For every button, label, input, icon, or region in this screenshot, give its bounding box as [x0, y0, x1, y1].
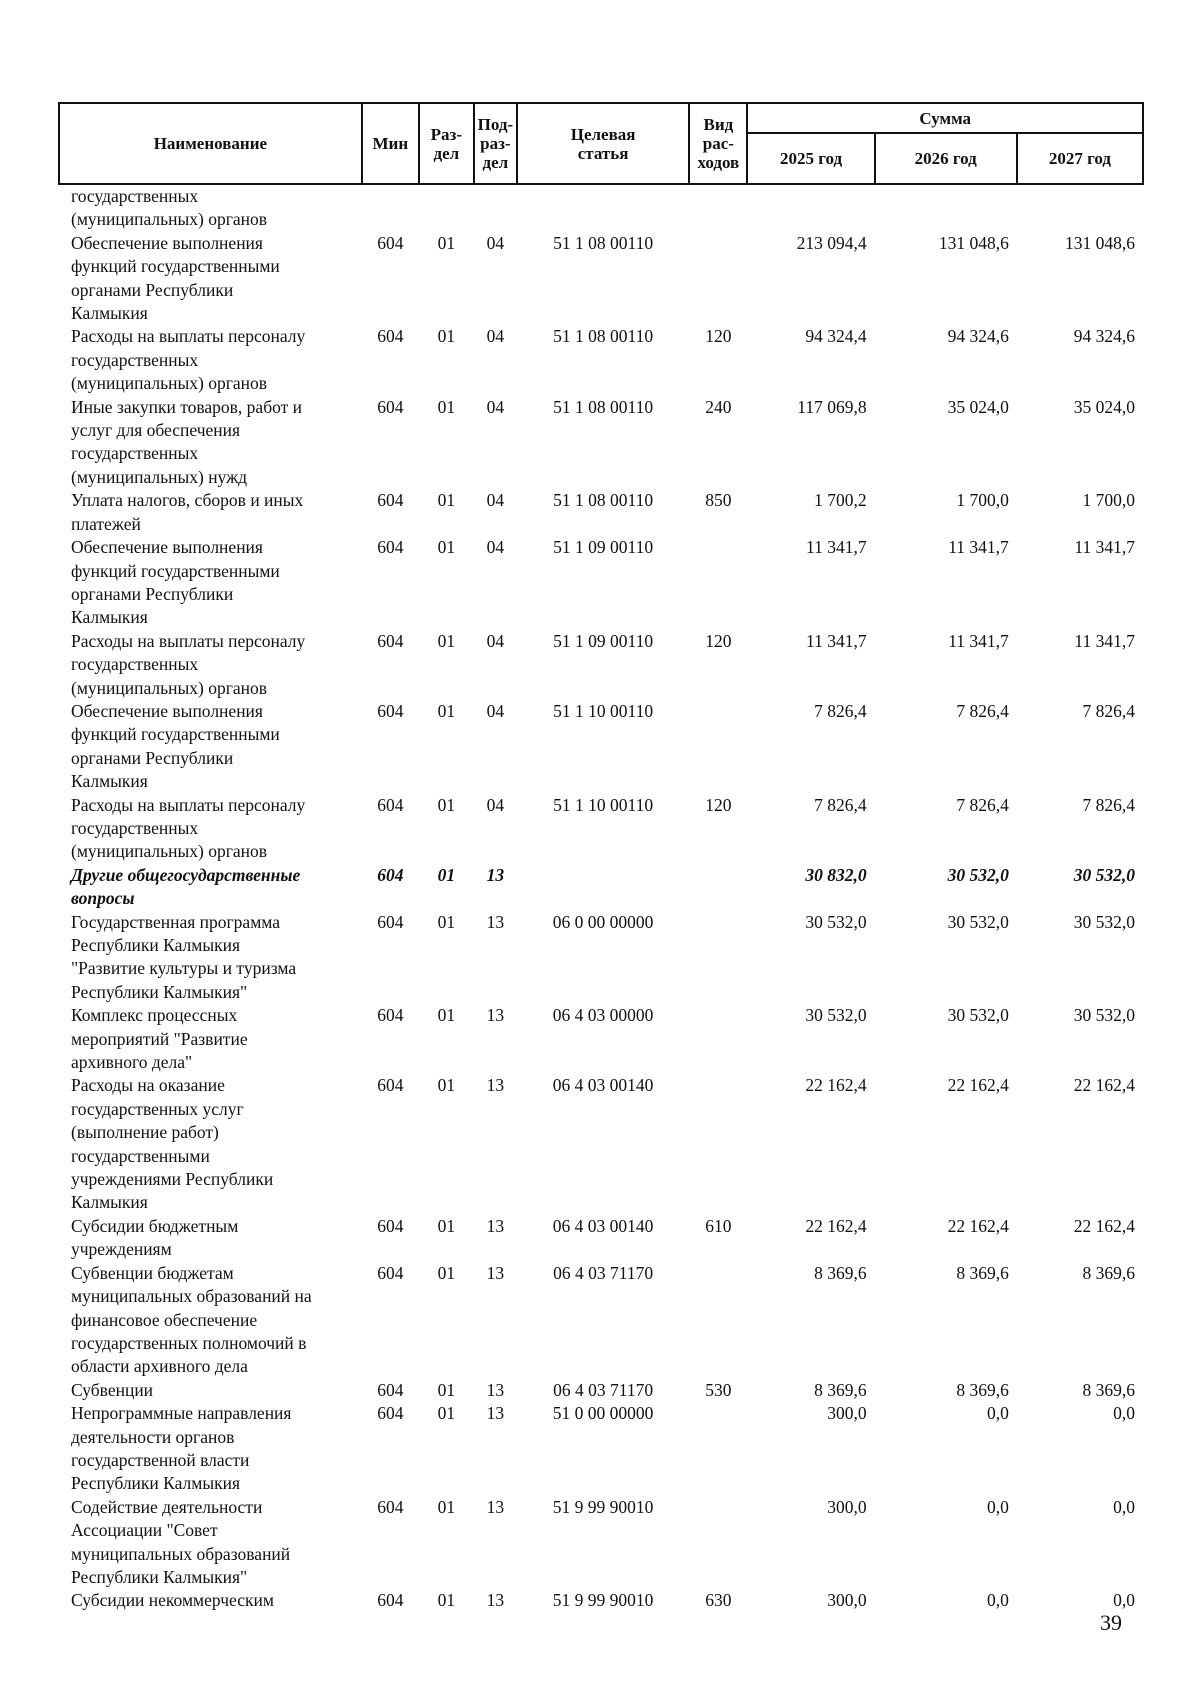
row-min: 604 [377, 1403, 404, 1424]
row-min: 604 [377, 630, 404, 651]
row-min: 604 [377, 326, 404, 347]
row-sum-2026: 8 369,6 [956, 1262, 1009, 1283]
row-target: 51 1 09 00110 [553, 537, 654, 558]
row-sum-2027 [1017, 184, 1143, 232]
row-sum-2025: 8 369,6 [814, 1262, 867, 1283]
row-min: 604 [377, 1075, 404, 1096]
header-name: Наименование [59, 103, 362, 184]
row-sum-2027: 131 048,6 [1065, 232, 1135, 253]
row-sum-2027: 7 826,4 [1082, 700, 1135, 721]
row-target: 06 4 03 00140 [552, 1075, 654, 1096]
row-podrazdel: 13 [486, 1262, 505, 1283]
table-row [59, 630, 1143, 700]
row-sum-2025: 300,0 [827, 1590, 867, 1611]
row-vid [689, 1262, 747, 1379]
row-sum-2027: 8 369,6 [1082, 1379, 1135, 1400]
row-sum-2027: 94 324,6 [1073, 326, 1135, 347]
row-min: 604 [377, 1262, 404, 1283]
row-sum-2026 [875, 184, 1017, 232]
row-sum-2026: 11 341,7 [948, 630, 1009, 651]
row-min: 604 [377, 794, 404, 815]
row-podrazdel: 04 [486, 232, 505, 253]
row-sum-2025: 117 069,8 [797, 396, 867, 417]
row-razdel: 01 [437, 1262, 456, 1283]
row-vid [689, 1402, 747, 1496]
row-sum-2025: 300,0 [827, 1403, 867, 1424]
row-sum-2025: 1 700,2 [814, 490, 867, 511]
row-sum-2025 [747, 184, 874, 232]
table-row [59, 700, 1143, 794]
row-min: 604 [377, 911, 404, 932]
row-target: 51 9 99 90010 [552, 1496, 654, 1517]
row-sum-2027: 0,0 [1113, 1590, 1135, 1611]
row-name: Уплата налогов, сборов и иных платежей [71, 490, 304, 534]
row-sum-2027: 30 532,0 [1073, 911, 1135, 932]
row-name: Расходы на оказание государственных услуг (выполнение работ) государственными учреждениями Республики Калмыкия [71, 1075, 274, 1213]
row-name: Иные закупки товаров, работ и услуг для обеспечения государственных (муниципальных) нужд [71, 396, 303, 487]
row-name: Субвенции бюджетам муниципальных образований на финансовое обеспечение государственных полномочий в области архивного дела [71, 1262, 312, 1377]
row-min [362, 184, 419, 232]
row-sum-2026: 35 024,0 [947, 396, 1009, 417]
table-row [59, 1074, 1143, 1214]
row-razdel: 01 [437, 1403, 456, 1424]
row-sum-2027: 11 341,7 [1074, 537, 1135, 558]
row-name: Непрограммные направления деятельности органов государственной власти Республики Калмыкия [71, 1403, 292, 1494]
table-row [59, 1589, 1143, 1612]
row-sum-2026: 8 369,6 [956, 1379, 1009, 1400]
row-vid [689, 864, 747, 911]
row-razdel: 01 [437, 1075, 456, 1096]
row-sum-2026: 94 324,6 [947, 326, 1009, 347]
row-name: Обеспечение выполнения функций государственными органами Республики Калмыкия [71, 537, 280, 628]
row-vid: 120 [705, 326, 732, 347]
row-name: Субсидии некоммерческим [71, 1590, 274, 1611]
header-2025: 2025 год [747, 133, 874, 184]
row-sum-2025: 7 826,4 [814, 794, 867, 815]
row-name: Расходы на выплаты персоналу государственных (муниципальных) органов [71, 326, 306, 394]
row-sum-2025: 30 532,0 [805, 1005, 867, 1026]
row-sum-2027: 22 162,4 [1073, 1215, 1135, 1236]
row-min: 604 [377, 537, 404, 558]
row-sum-2026: 0,0 [986, 1403, 1009, 1424]
row-podrazdel [474, 184, 517, 232]
header-target: Целевая статья [517, 103, 689, 184]
row-sum-2025: 11 341,7 [805, 630, 867, 651]
row-sum-2027: 35 024,0 [1073, 396, 1135, 417]
row-sum-2026: 22 162,4 [947, 1075, 1009, 1096]
table-row [59, 184, 1143, 232]
row-vid [689, 232, 747, 326]
row-min: 604 [377, 1590, 404, 1611]
row-min: 604 [377, 1379, 404, 1400]
row-sum-2026: 30 532,0 [947, 1005, 1009, 1026]
table-row [59, 1379, 1143, 1402]
row-sum-2025: 22 162,4 [805, 1075, 867, 1096]
row-sum-2026: 0,0 [986, 1590, 1009, 1611]
row-razdel: 01 [437, 794, 456, 815]
row-podrazdel: 13 [486, 911, 505, 932]
row-sum-2026: 30 532,0 [947, 864, 1009, 885]
table-row [59, 232, 1143, 326]
row-podrazdel: 04 [486, 326, 505, 347]
row-podrazdel: 13 [486, 1403, 505, 1424]
row-razdel: 01 [437, 1005, 456, 1026]
row-target: 51 9 99 90010 [552, 1590, 654, 1611]
row-razdel: 01 [437, 537, 456, 558]
row-target: 51 1 10 00110 [553, 794, 654, 815]
row-podrazdel: 13 [486, 1005, 505, 1026]
row-razdel: 01 [437, 232, 456, 253]
row-sum-2027: 7 826,4 [1082, 794, 1135, 815]
row-razdel: 01 [437, 911, 456, 932]
row-vid: 630 [705, 1590, 732, 1611]
row-target: 51 1 10 00110 [553, 700, 654, 721]
row-target: 51 1 08 00110 [553, 232, 654, 253]
row-podrazdel: 04 [486, 537, 505, 558]
row-min: 604 [377, 1005, 404, 1026]
header-min: Мин [362, 103, 419, 184]
row-sum-2026: 22 162,4 [947, 1215, 1009, 1236]
row-sum-2025: 213 094,4 [796, 232, 867, 253]
page-number: 39 [1100, 1610, 1122, 1635]
header-podrazdel: Под- раз- дел [474, 103, 517, 184]
table-body [59, 184, 1143, 1613]
row-vid [689, 1074, 747, 1214]
row-name: Другие общегосударственные вопросы [71, 864, 301, 909]
row-vid [689, 184, 747, 232]
row-min: 604 [377, 700, 404, 721]
row-target: 51 1 08 00110 [553, 490, 654, 511]
row-razdel: 01 [437, 864, 456, 885]
row-name: Комплекс процессных мероприятий "Развитие архивного дела" [71, 1005, 248, 1073]
row-target: 51 0 00 00000 [552, 1403, 654, 1424]
row-sum-2027: 0,0 [1113, 1403, 1135, 1424]
table-row [59, 794, 1143, 864]
row-razdel: 01 [437, 1590, 456, 1611]
row-vid [689, 536, 747, 630]
row-vid [689, 700, 747, 794]
row-name: Обеспечение выполнения функций государственными органами Республики Калмыкия [71, 232, 280, 324]
header-razdel: Раз- дел [419, 103, 474, 184]
row-sum-2025: 8 369,6 [814, 1379, 867, 1400]
table-header [59, 103, 1143, 184]
row-name: Субвенции [71, 1379, 154, 1400]
row-sum-2025: 30 832,0 [805, 864, 867, 885]
table-row [59, 1004, 1143, 1074]
table-row [59, 536, 1143, 630]
row-sum-2027: 22 162,4 [1073, 1075, 1135, 1096]
row-sum-2025: 11 341,7 [805, 537, 867, 558]
row-podrazdel: 04 [486, 396, 505, 417]
row-min: 604 [377, 396, 404, 417]
row-name: Обеспечение выполнения функций государственными органами Республики Калмыкия [71, 700, 280, 792]
row-sum-2026: 11 341,7 [948, 537, 1009, 558]
row-sum-2026: 0,0 [986, 1496, 1009, 1517]
row-podrazdel: 13 [486, 1496, 505, 1517]
table-row [59, 1496, 1143, 1590]
row-name: Содействие деятельности Ассоциации "Совет муниципальных образований Республики Калмыкия" [71, 1496, 291, 1587]
row-min: 604 [377, 864, 404, 885]
row-podrazdel: 13 [486, 864, 505, 885]
row-vid: 120 [705, 630, 732, 651]
row-sum-2025: 22 162,4 [805, 1215, 867, 1236]
row-target: 06 0 00 00000 [552, 911, 654, 932]
row-sum-2026: 30 532,0 [947, 911, 1009, 932]
row-target: 51 1 08 00110 [553, 326, 654, 347]
table-row [59, 1215, 1143, 1262]
row-razdel: 01 [437, 1215, 456, 1236]
row-podrazdel: 13 [486, 1075, 505, 1096]
header-2026: 2026 год [875, 133, 1017, 184]
row-target: 06 4 03 00140 [552, 1215, 654, 1236]
row-razdel: 01 [437, 1496, 456, 1517]
row-sum-2027: 30 532,0 [1073, 1005, 1135, 1026]
row-sum-2026: 7 826,4 [956, 700, 1009, 721]
row-name: Расходы на выплаты персоналу государственных (муниципальных) органов [71, 794, 306, 862]
row-razdel: 01 [437, 630, 456, 651]
row-name: Расходы на выплаты персоналу государственных (муниципальных) органов [71, 630, 306, 698]
header-sum: Сумма [747, 103, 1143, 133]
row-sum-2025: 300,0 [827, 1496, 867, 1517]
row-target: 06 4 03 00000 [552, 1005, 654, 1026]
row-sum-2027: 8 369,6 [1082, 1262, 1135, 1283]
table-row [59, 911, 1143, 1005]
row-vid [689, 1004, 747, 1074]
row-razdel [419, 184, 474, 232]
row-sum-2025: 7 826,4 [814, 700, 867, 721]
row-target: 51 1 09 00110 [553, 630, 654, 651]
row-sum-2027: 11 341,7 [1074, 630, 1135, 651]
row-sum-2025: 30 532,0 [805, 911, 867, 932]
table-row [59, 864, 1143, 911]
row-podrazdel: 04 [486, 794, 505, 815]
table-row [59, 489, 1143, 536]
row-target: 06 4 03 71170 [553, 1379, 654, 1400]
row-razdel: 01 [437, 326, 456, 347]
row-target: 51 1 08 00110 [553, 396, 654, 417]
row-vid: 240 [705, 396, 732, 417]
row-min: 604 [377, 232, 404, 253]
row-target [517, 184, 689, 232]
row-name: Государственная программа Республики Калмыкия "Развитие культуры и туризма Республики Калмыкия" [71, 911, 297, 1002]
table-row [59, 1262, 1143, 1379]
budget-table [58, 102, 1144, 1613]
row-podrazdel: 04 [486, 700, 505, 721]
row-podrazdel: 13 [486, 1215, 505, 1236]
table-row [59, 1402, 1143, 1496]
row-min: 604 [377, 490, 404, 511]
table-row [59, 325, 1143, 395]
row-sum-2027: 1 700,0 [1082, 490, 1135, 511]
row-sum-2026: 131 048,6 [938, 232, 1009, 253]
row-podrazdel: 04 [486, 490, 505, 511]
row-min: 604 [377, 1496, 404, 1517]
row-vid: 610 [705, 1215, 732, 1236]
row-podrazdel: 13 [486, 1590, 505, 1611]
row-vid: 530 [705, 1379, 732, 1400]
row-razdel: 01 [437, 1379, 456, 1400]
row-vid: 120 [705, 794, 732, 815]
row-name: Субсидии бюджетным учреждениям [71, 1215, 239, 1260]
row-vid: 850 [705, 490, 732, 511]
header-vid: Вид рас- ходов [689, 103, 747, 184]
row-razdel: 01 [437, 396, 456, 417]
row-sum-2027: 30 532,0 [1073, 864, 1135, 885]
row-name: государственных (муниципальных) органов [71, 186, 268, 230]
row-podrazdel: 04 [486, 630, 505, 651]
row-razdel: 01 [437, 700, 456, 721]
row-podrazdel: 13 [486, 1379, 505, 1400]
row-sum-2026: 7 826,4 [956, 794, 1009, 815]
row-target [517, 864, 689, 911]
row-sum-2025: 94 324,4 [805, 326, 867, 347]
table-row [59, 396, 1143, 490]
row-min: 604 [377, 1215, 404, 1236]
row-vid [689, 1496, 747, 1590]
row-sum-2026: 1 700,0 [956, 490, 1009, 511]
row-target: 06 4 03 71170 [553, 1262, 654, 1283]
row-vid [689, 911, 747, 1005]
row-sum-2027: 0,0 [1113, 1496, 1135, 1517]
row-razdel: 01 [437, 490, 456, 511]
header-2027: 2027 год [1017, 133, 1143, 184]
